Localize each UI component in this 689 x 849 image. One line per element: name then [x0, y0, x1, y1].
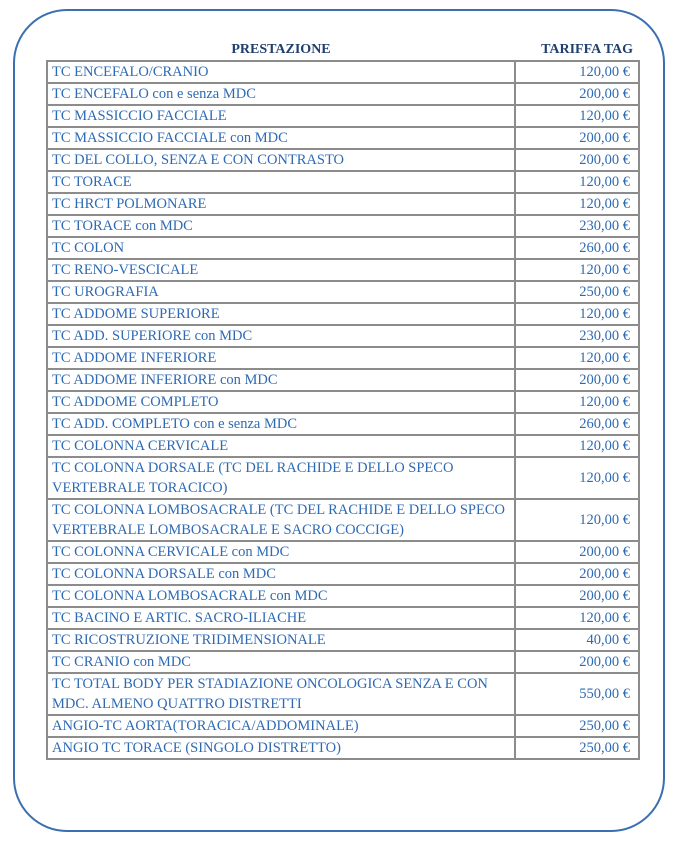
table-row [47, 83, 639, 105]
service-name: TC ADDOME COMPLETO [47, 391, 515, 413]
service-name: TC ADDOME INFERIORE [47, 347, 515, 369]
service-name: ANGIO TC TORACE (SINGOLO DISTRETTO) [47, 737, 515, 759]
table-row [47, 737, 639, 759]
tariff-value: 120,00 € [515, 61, 639, 83]
tariff-value: 120,00 € [515, 259, 639, 281]
service-name: TC TORACE [47, 171, 515, 193]
tariff-value: 200,00 € [515, 585, 639, 607]
service-name: TC COLONNA DORSALE (TC DEL RACHIDE E DELLO SPECO VERTEBRALE TORACICO) [47, 457, 515, 499]
table-row [47, 499, 639, 541]
tariff-value: 250,00 € [515, 281, 639, 303]
table-row [47, 585, 639, 607]
tariff-value: 260,00 € [515, 237, 639, 259]
price-table [46, 38, 640, 760]
tariff-value: 120,00 € [515, 105, 639, 127]
table-row [47, 259, 639, 281]
service-name: TC COLON [47, 237, 515, 259]
table-row [47, 61, 639, 83]
table-row [47, 127, 639, 149]
table-row [47, 215, 639, 237]
tariff-value: 250,00 € [515, 737, 639, 759]
service-name: TC COLONNA CERVICALE [47, 435, 515, 457]
tariff-value: 260,00 € [515, 413, 639, 435]
table-row [47, 171, 639, 193]
tariff-value: 230,00 € [515, 325, 639, 347]
table-row [47, 629, 639, 651]
table-row [47, 391, 639, 413]
service-name: TC UROGRAFIA [47, 281, 515, 303]
service-name: TC ENCEFALO/CRANIO [47, 61, 515, 83]
tariff-value: 120,00 € [515, 607, 639, 629]
service-name: TC COLONNA CERVICALE con MDC [47, 541, 515, 563]
service-name: TC ENCEFALO con e senza MDC [47, 83, 515, 105]
tariff-value: 200,00 € [515, 563, 639, 585]
table-header-row [47, 38, 639, 61]
tariff-value: 40,00 € [515, 629, 639, 651]
tariff-value: 550,00 € [515, 673, 639, 715]
table-row [47, 457, 639, 499]
header-tariff: TARIFFA TAG [541, 42, 633, 57]
tariff-value: 200,00 € [515, 83, 639, 105]
service-name: TC COLONNA LOMBOSACRALE con MDC [47, 585, 515, 607]
table-row [47, 303, 639, 325]
tariff-value: 200,00 € [515, 149, 639, 171]
table-row [47, 193, 639, 215]
service-name: TC HRCT POLMONARE [47, 193, 515, 215]
service-name: TC ADDOME SUPERIORE [47, 303, 515, 325]
tariff-value: 230,00 € [515, 215, 639, 237]
tariff-value: 120,00 € [515, 457, 639, 499]
table-row [47, 607, 639, 629]
service-name: TC MASSICCIO FACCIALE [47, 105, 515, 127]
tariff-value: 120,00 € [515, 193, 639, 215]
table-row [47, 237, 639, 259]
table-row [47, 435, 639, 457]
tariff-value: 200,00 € [515, 127, 639, 149]
service-name: TC TOTAL BODY PER STADIAZIONE ONCOLOGICA SENZA E CON MDC. ALMENO QUATTRO DISTRETTI [47, 673, 515, 715]
service-name: TC BACINO E ARTIC. SACRO-ILIACHE [47, 607, 515, 629]
table-row [47, 651, 639, 673]
tariff-value: 120,00 € [515, 391, 639, 413]
table-row [47, 541, 639, 563]
tariff-value: 250,00 € [515, 715, 639, 737]
table-row [47, 149, 639, 171]
service-name: TC RICOSTRUZIONE TRIDIMENSIONALE [47, 629, 515, 651]
tariff-value: 120,00 € [515, 171, 639, 193]
service-name: TC COLONNA DORSALE con MDC [47, 563, 515, 585]
service-name: ANGIO-TC AORTA(TORACICA/ADDOMINALE) [47, 715, 515, 737]
tariff-value: 120,00 € [515, 499, 639, 541]
service-name: TC COLONNA LOMBOSACRALE (TC DEL RACHIDE E DELLO SPECO VERTEBRALE LOMBOSACRALE E SACRO COCCIGE) [47, 499, 515, 541]
header-service: PRESTAZIONE [231, 42, 331, 57]
service-name: TC CRANIO con MDC [47, 651, 515, 673]
service-name: TC MASSICCIO FACCIALE con MDC [47, 127, 515, 149]
table-row [47, 413, 639, 435]
table-row [47, 715, 639, 737]
table-row [47, 563, 639, 585]
tariff-value: 120,00 € [515, 303, 639, 325]
table-row [47, 673, 639, 715]
table-row [47, 325, 639, 347]
service-name: TC ADD. COMPLETO con e senza MDC [47, 413, 515, 435]
service-name: TC TORACE con MDC [47, 215, 515, 237]
tariff-value: 120,00 € [515, 435, 639, 457]
tariff-value: 120,00 € [515, 347, 639, 369]
service-name: TC DEL COLLO, SENZA E CON CONTRASTO [47, 149, 515, 171]
tariff-value: 200,00 € [515, 541, 639, 563]
table-row [47, 105, 639, 127]
table-row [47, 281, 639, 303]
service-name: TC ADDOME INFERIORE con MDC [47, 369, 515, 391]
tariff-value: 200,00 € [515, 651, 639, 673]
service-name: TC ADD. SUPERIORE con MDC [47, 325, 515, 347]
table-row [47, 347, 639, 369]
service-name: TC RENO-VESCICALE [47, 259, 515, 281]
table-row [47, 369, 639, 391]
tariff-value: 200,00 € [515, 369, 639, 391]
table-body [47, 61, 639, 759]
